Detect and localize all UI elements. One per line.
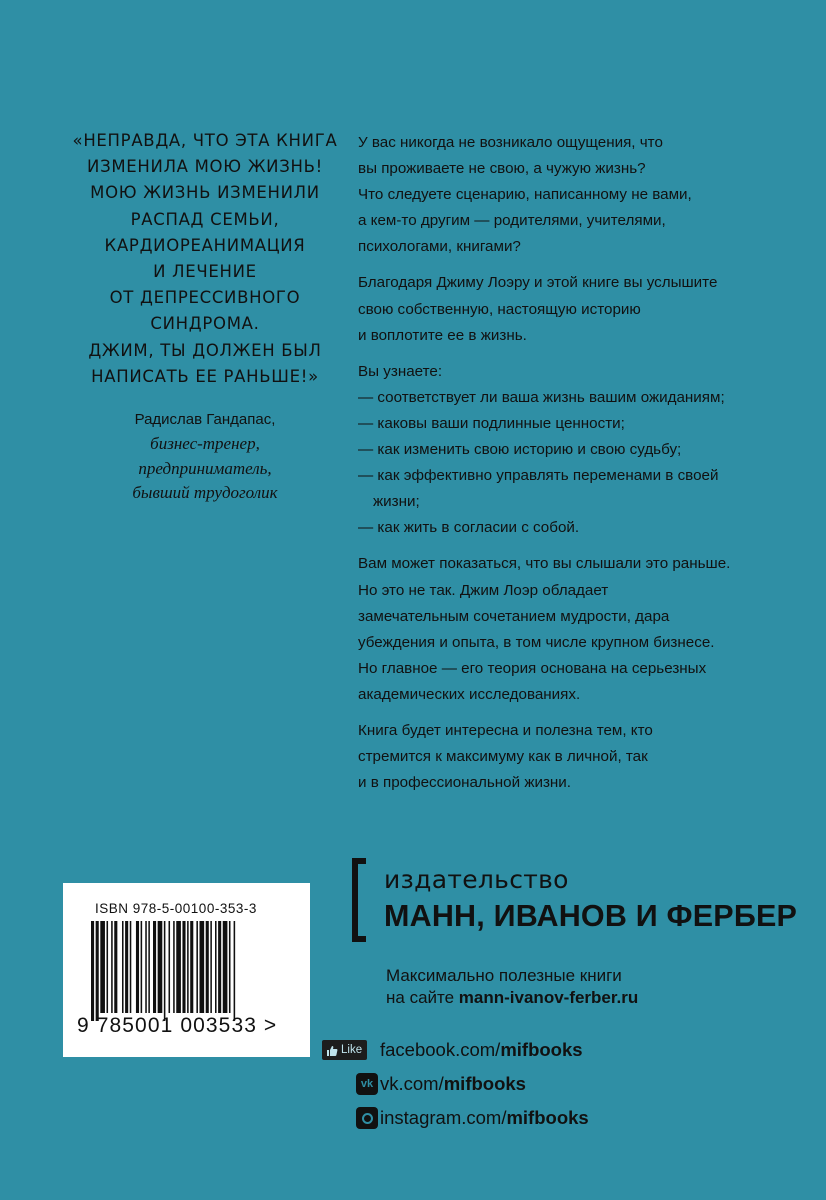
publisher-name: МАНН, ИВАНОВ И ФЕРБЕР bbox=[384, 899, 798, 933]
vk-link[interactable]: vk.com/mifbooks bbox=[380, 1073, 526, 1094]
text-line: У вас никогда не возникало ощущения, что bbox=[358, 134, 663, 151]
text-line: Что следуете сценарию, написанному не вами, bbox=[358, 186, 692, 204]
text-line: замечательным сочетанием мудрости, дара bbox=[358, 607, 670, 625]
text-line: стремится к максимуму как в личной, так bbox=[358, 748, 648, 766]
text-line: а кем-то другим — родителями, учителями, bbox=[358, 212, 666, 230]
isbn-barcode bbox=[63, 883, 310, 1057]
text-line: и воплотите ее в жизнь. bbox=[358, 326, 527, 344]
quote-line: И ЛЕЧЕНИЕ bbox=[153, 262, 257, 282]
text-line: Но это не так. Джим Лоэр обладает bbox=[358, 581, 609, 599]
quote-line: РАСПАД СЕМЬИ, bbox=[130, 209, 280, 229]
facebook-like-button[interactable] bbox=[322, 1040, 367, 1060]
instagram-icon bbox=[356, 1107, 378, 1129]
facebook-row[interactable] bbox=[322, 1037, 583, 1063]
publisher-bracket-icon bbox=[352, 858, 366, 942]
text-line: академических исследованиях. bbox=[358, 685, 581, 703]
author-name: Радислав Гандапас, bbox=[134, 411, 276, 428]
isbn-label: ISBN 978-5-00100-353-3 bbox=[95, 901, 257, 916]
text-line: психологами, книгами? bbox=[358, 238, 521, 256]
list-intro: Вы узнаете: bbox=[358, 362, 443, 380]
text-line: и в профессиональной жизни. bbox=[358, 774, 572, 792]
vk-row[interactable] bbox=[322, 1071, 526, 1097]
list-item-continuation: жизни; bbox=[373, 493, 420, 511]
like-label: Like bbox=[341, 1044, 363, 1056]
list-item: — соответствует ли ваша жизнь вашим ожиданиям; bbox=[358, 388, 725, 406]
list-item: — как изменить свою историю и свою судьбу; bbox=[358, 441, 682, 459]
quote-line: ОТ ДЕПРЕССИВНОГО bbox=[109, 288, 301, 308]
quote-line: «НЕПРАВДА, ЧТО ЭТА КНИГА bbox=[72, 131, 338, 150]
description-paragraph bbox=[358, 718, 778, 796]
barcode-bars-icon bbox=[91, 921, 283, 1021]
quote-line: ИЗМЕНИЛА МОЮ ЖИЗНЬ! bbox=[87, 157, 323, 177]
quote-attribution bbox=[60, 407, 350, 506]
benefits-list bbox=[358, 359, 778, 542]
text-line: Но главное — его теория основана на серьезных bbox=[358, 659, 707, 677]
tagline-text: Максимально полезные книги bbox=[386, 966, 622, 985]
thumbs-up-icon bbox=[326, 1045, 338, 1056]
quote-line: НАПИСАТЬ ЕЕ РАНЬШЕ!» bbox=[91, 366, 319, 386]
text-line: Книга будет интересна и полезна тем, кто bbox=[358, 721, 653, 739]
quote-line: СИНДРОМА. bbox=[150, 314, 260, 334]
author-role: предприниматель, bbox=[138, 458, 272, 478]
description-paragraph bbox=[358, 270, 778, 348]
text-line: Благодаря Джиму Лоэру и этой книге вы услышите bbox=[358, 274, 718, 292]
website-link[interactable]: mann-ivanov-ferber.ru bbox=[458, 988, 639, 1007]
facebook-link[interactable]: facebook.com/mifbooks bbox=[380, 1039, 583, 1060]
quote-line: КАРДИОРЕАНИМАЦИЯ bbox=[104, 235, 306, 255]
publisher-tagline bbox=[386, 965, 638, 1009]
quote-line: ДЖИМ, ТЫ ДОЛЖЕН БЫЛ bbox=[88, 340, 322, 360]
list-item: — как эффективно управлять переменами в своей bbox=[358, 467, 719, 485]
text-line: убеждения и опыта, в том числе крупном бизнесе. bbox=[358, 633, 715, 651]
book-description bbox=[358, 130, 778, 806]
list-item: — как жить в согласии с собой. bbox=[358, 519, 580, 537]
text-line: свою собственную, настоящую историю bbox=[358, 300, 641, 318]
instagram-row[interactable] bbox=[322, 1105, 589, 1131]
author-role: бизнес-тренер, bbox=[150, 434, 260, 453]
author-role: бывший трудоголик bbox=[132, 483, 278, 502]
text-line: Вам может показаться, что вы слышали это раньше. bbox=[358, 555, 731, 573]
text-line: вы проживаете не свою, а чужую жизнь? bbox=[358, 160, 646, 178]
tagline-prefix: на сайте bbox=[386, 988, 459, 1007]
quote-line: МОЮ ЖИЗНЬ ИЗМЕНИЛИ bbox=[90, 183, 320, 203]
description-paragraph bbox=[358, 130, 778, 260]
isbn-digits: 9 785001 003533 > bbox=[77, 1014, 278, 1037]
instagram-link[interactable]: instagram.com/mifbooks bbox=[380, 1107, 589, 1128]
vk-icon: vk bbox=[356, 1073, 378, 1095]
description-paragraph bbox=[358, 551, 778, 708]
publisher-label: издательство bbox=[384, 865, 569, 894]
endorsement-quote bbox=[60, 128, 350, 390]
list-item: — каковы ваши подлинные ценности; bbox=[358, 414, 625, 432]
